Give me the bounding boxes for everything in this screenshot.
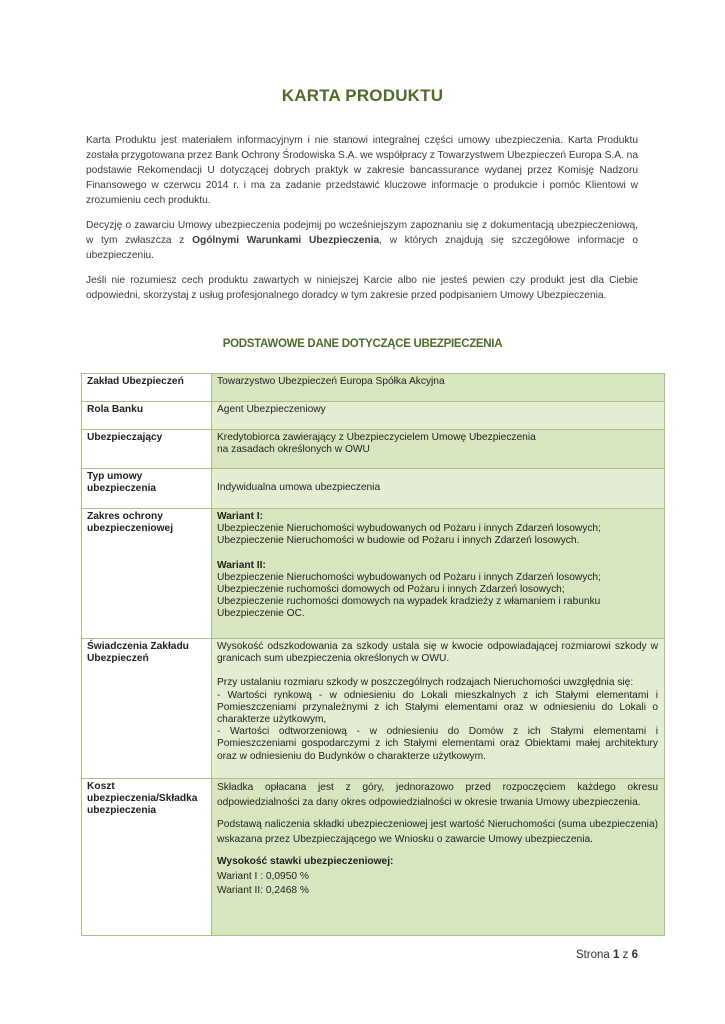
- page-title: KARTA PRODUKTU: [281, 86, 444, 105]
- row-value: [212, 430, 665, 469]
- row-label: Rola Banku: [82, 402, 212, 430]
- total-pages: 6: [631, 949, 638, 961]
- current-page: 1: [613, 949, 620, 961]
- intro-paragraph-2-text: Decyzję o zawarciu Umowy ubezpieczenia podejmij po wcześniejszym zapoznaniu się z dokumentacją ubezpieczeniową, w tym zwłaszcza z: [86, 220, 638, 246]
- table-row: [82, 779, 665, 936]
- variant-line: Ubezpieczenie ruchomości domowych na wypadek kradzieży z włamaniem i rabunku Ubezpieczenie OC.: [217, 596, 601, 620]
- intro-paragraph-1: Karta Produktu jest materiałem informacyjnym i nie stanowi integralnej części umowy ubezpieczenia. Karta Produktu została przygotowana przez Bank Ochrony Środowiska S.A. we współpracy z Towarzystwem Ubezpieczeń Europa S.A. na podstawie Rekomendacji U dotyczącej dobrych praktyk w zakresie bancassurance wydanej przez Komisję Nadzoru Finansowego w czerwcu 2014 r. i ma za zadanie przedstawić kluczowe informacje o produkcie i pomóc Klientowi w zrozumieniu cech produktu.: [86, 135, 638, 206]
- section-title: PODSTAWOWE DANE DOTYCZĄCE UBEZPIECZENIA: [222, 338, 503, 350]
- row-label: Zakład Ubezpieczeń: [82, 374, 212, 402]
- table-row: [82, 639, 665, 779]
- row-value: [212, 509, 665, 639]
- intro-paragraph-2: [86, 218, 638, 263]
- row-value: Agent Ubezpieczeniowy: [212, 402, 665, 430]
- cost-paragraph: Składka opłacana jest z góry, jednorazowo przed rozpoczęciem każdego okresu odpowiedzialności za dany okres odpowiedzialności w okresie trwania Umowy ubezpieczenia.: [217, 782, 658, 808]
- variant-line: Ubezpieczenie ruchomości domowych od Pożaru i innych Zdarzeń losowych;: [217, 584, 565, 596]
- row-label: Koszt ubezpieczenia/Składka ubezpieczenia: [82, 779, 212, 936]
- row-value: Indywidualna umowa ubezpieczenia: [212, 469, 665, 509]
- benefit-paragraph: - Wartości odtworzeniową - w odniesieniu do Domów z ich Stałymi elementami i Pomieszczeniami gospodarczymi z ich Stałymi elementami oraz Obiektami małej architektury oraz w odniesieniu do Budynków o charakterze użytkowym.: [217, 726, 658, 762]
- row-value: [212, 779, 665, 936]
- table-row: [82, 430, 665, 469]
- page-number: [576, 949, 638, 961]
- row-value-line: na zasadach określonych w OWU: [217, 444, 370, 456]
- insurance-data-table: [81, 373, 665, 936]
- table-row: [82, 469, 665, 509]
- row-value-line: Kredytobiorca zawierający z Ubezpieczycielem Umowę Ubezpieczenia: [217, 432, 536, 443]
- benefit-paragraph: Wysokość odszkodowania za szkody ustala się w kwocie odpowiadającej rozmiarowi szkody w granicach sum ubezpieczenia określonych w OWU.: [217, 641, 658, 665]
- benefit-paragraph: - Wartości rynkową - w odniesieniu do Lokali mieszkalnych z ich Stałymi elementami i Pomieszczeniami przynależnymi z ich Stałymi elementami oraz w odniesieniu do Lokali o charakterze użytkowym,: [217, 689, 658, 726]
- owu-reference: Ogólnymi Warunkami Ubezpieczenia: [192, 235, 380, 246]
- variant-2-title: Wariant II:: [217, 559, 266, 571]
- variant-line: Ubezpieczenie Nieruchomości wybudowanych od Pożaru i innych Zdarzeń losowych;: [217, 523, 601, 535]
- rate-variant-2: Wariant II: 0,2468 %: [217, 885, 309, 896]
- variant-1-title: Wariant I:: [217, 511, 264, 522]
- row-value: [212, 639, 665, 779]
- rate-title: Wysokość stawki ubezpieczeniowej:: [217, 856, 394, 867]
- row-label: Zakres ochrony ubezpieczeniowej: [82, 509, 212, 639]
- benefit-paragraph: Przy ustalaniu rozmiaru szkody w poszczególnych rodzajach Nieruchomości uwzględnia się:: [217, 677, 634, 689]
- page-number-separator: z: [622, 949, 629, 961]
- intro-paragraph-3: Jeśli nie rozumiesz cech produktu zawartych w niniejszej Karcie albo nie jesteś pewien czy produkt jest dla Ciebie odpowiedni, skorzystaj z usług profesjonalnego doradcy w tym zakresie przed podpisaniem Umowy Ubezpieczenia.: [86, 275, 638, 301]
- intro-paragraph-2-tail: , w których znajdują się szczegółowe informacje o ubezpieczeniu.: [86, 235, 638, 261]
- row-label: Świadczenia Zakładu Ubezpieczeń: [82, 639, 212, 779]
- cost-paragraph: Podstawą naliczenia składki ubezpieczeniowej jest wartość Nieruchomości (suma ubezpieczenia) wskazana przez Ubezpieczającego we Wniosku o zawarcie Umowy ubezpieczenia.: [217, 819, 658, 845]
- row-label: Typ umowy ubezpieczenia: [82, 469, 212, 509]
- variant-line: Ubezpieczenie Nieruchomości w budowie od Pożaru i innych Zdarzeń losowych.: [217, 535, 580, 547]
- variant-line: Ubezpieczenie Nieruchomości wybudowanych od Pożaru i innych Zdarzeń losowych;: [217, 571, 601, 583]
- page-number-prefix: Strona: [575, 949, 610, 961]
- table-row: [82, 402, 665, 430]
- table-row: [82, 509, 665, 639]
- rate-variant-1: Wariant I : 0,0950 %: [217, 870, 309, 882]
- table-row: [82, 374, 665, 402]
- row-label: Ubezpieczający: [82, 430, 212, 469]
- row-value: Towarzystwo Ubezpieczeń Europa Spółka Akcyjna: [212, 374, 665, 402]
